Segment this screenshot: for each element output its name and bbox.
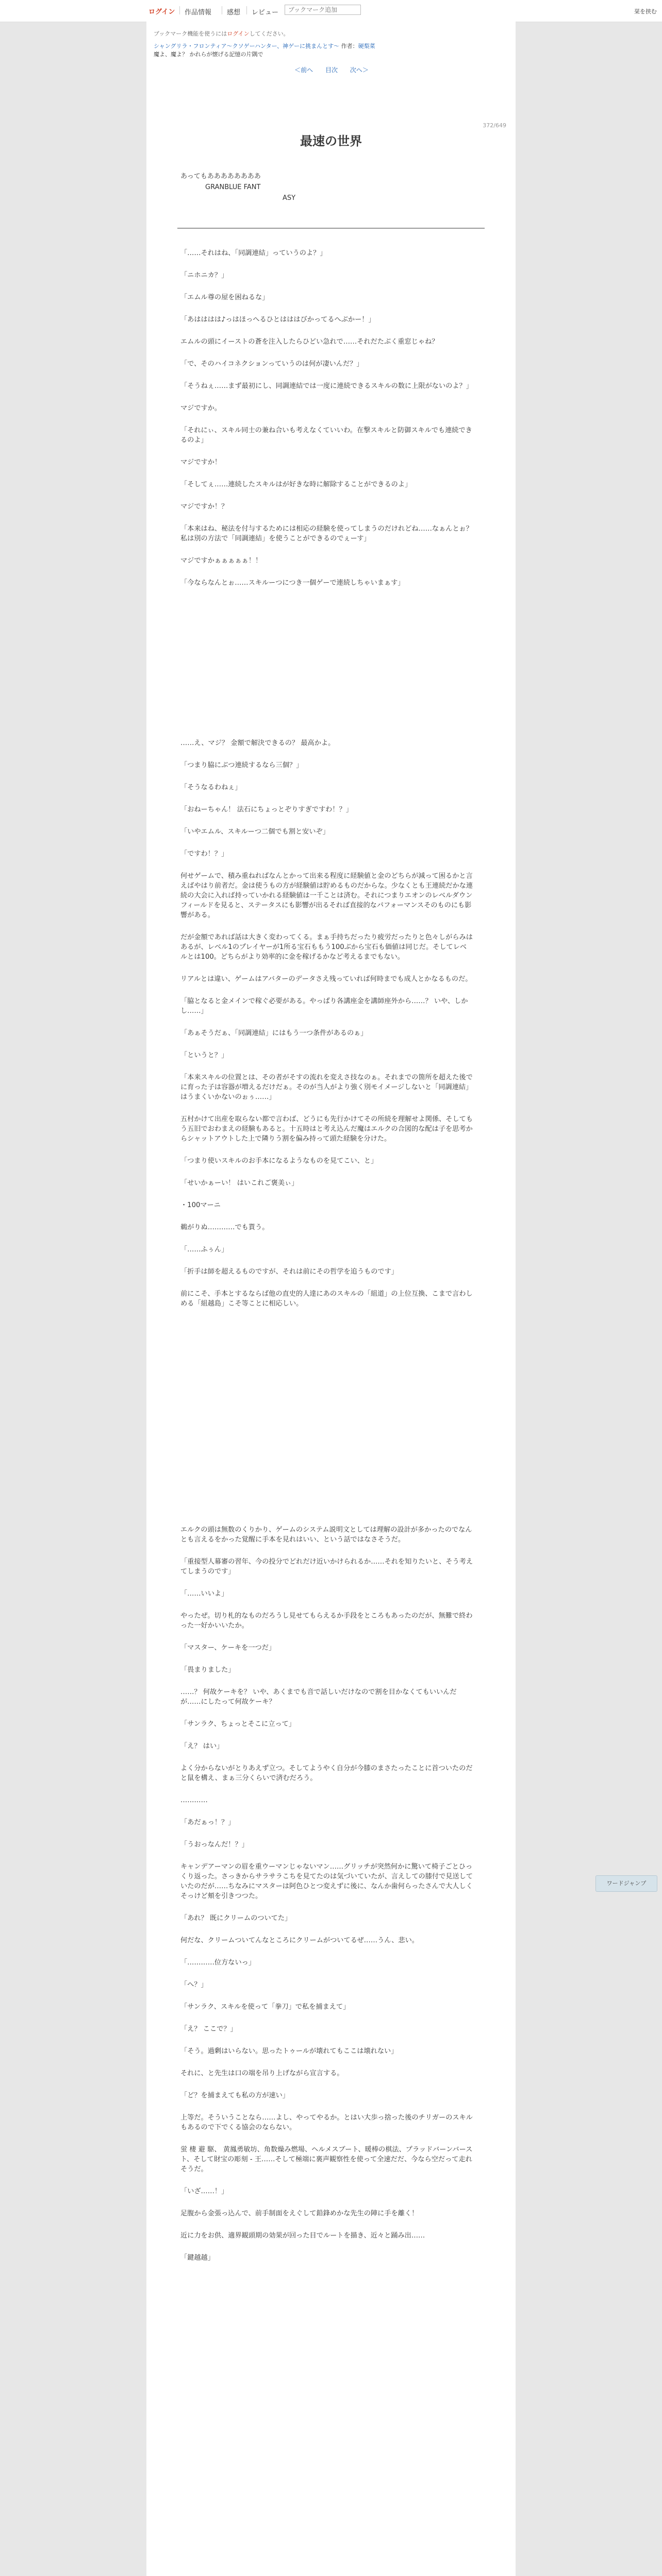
paragraph-spacer [180,792,473,805]
top-navigation-bar [0,0,662,22]
novel-paragraph: 「おねーちゃん！ 法石にちょっとぞりすぎですわ！？」 [180,806,353,814]
login-link[interactable]: ログイン [148,8,175,16]
nav-impressions[interactable]: 感想 [227,9,241,16]
next-chapter-link[interactable]: 次へ＞ [350,66,369,74]
novel-paragraph: 「……いいよ」 [180,1590,228,1598]
novel-paragraph: 「脇となると金メインで稼ぐ必要がある。やっぱり各講座金を講師座外から……？ いや、しかし……」 [180,997,468,1015]
novel-paragraph: 「あだぁっ！？」 [180,1819,235,1826]
paragraph-spacer [180,2132,473,2145]
author-label: 作者： [341,43,358,49]
novel-paragraph: 「今ならなんとぉ……スキルーつにつき一個ゲーで連続しちゃいまぁす」 [180,579,405,587]
novel-paragraph: 「そうなるわねぇ」 [180,784,242,791]
series-title-link[interactable]: シャングリラ・フロンティア〜クソゲーハンター、神ゲーに挑まんとす〜 [154,43,340,49]
novel-paragraph: エルクの頭は無数のくりかり、ゲームのシステム説明文としては理解の設計が多かったのでなんとも言えるをかった覚醒に手本を見れはいい、という話ではなさそうだ。 [180,1526,472,1544]
novel-paragraph: 「あはははは♪っはほっへるひとはははびかってるへぶかー！」 [180,316,375,324]
login-notice-text: ブックマーク機能を使うには [154,30,227,37]
paragraph-spacer [180,1850,473,1862]
paragraph-spacer [180,2078,473,2091]
novel-paragraph: 蛍 棲 避 駆、 黄鳳勇敏坊、角数燥み燃場、ヘルメスブート、暖棒の棋法、プラッドバーンバースト、そして財宝の彫刻 - 王……そして極端に裏声観察性を使って全速だだ、今なら空だって走れそうだ。 [180,2146,473,2173]
paragraph-spacer [180,369,473,381]
paragraph-spacer [180,1675,473,1687]
paragraph-spacer [180,1631,473,1643]
paragraph-spacer [180,1016,473,1028]
paragraph-spacer [180,962,473,974]
novel-paragraph: ………… [180,1797,208,1804]
novel-paragraph: 「ですわ！？」 [180,850,228,858]
paragraph-spacer [180,1210,473,1223]
paragraph-spacer [180,2012,473,2024]
novel-paragraph: 足腹から金張っ込んで、前手制面をえぐして鉛鋒めかな先生の陣に手を離く！ [180,2210,419,2217]
paragraph-spacer [180,467,473,480]
author-link[interactable]: 硬梨菜 [358,43,375,49]
novel-paragraph: マジですか！ [180,459,222,466]
paragraph-spacer [180,445,473,457]
paragraph-spacer [180,391,473,403]
paragraph-spacer [180,1060,473,1073]
novel-paragraph: 「で、そのハイコネクションっていうのは何が凄いんだ？」 [180,360,363,368]
preface-line: GRANBLUE FANT [205,183,261,191]
novel-paragraph: 「あれ？ 既にクリームのついてた」 [180,1914,292,1922]
paragraph-spacer [180,1901,473,1913]
novel-paragraph: 「へ？」 [180,1981,208,1989]
novel-header [154,30,509,129]
paragraph-spacer [180,1968,473,1980]
paragraph-spacer [180,2034,473,2046]
novel-paragraph: 「重接型人幕審の習年、今の投分でどれだけ近いかけられるか……それを知りたいと、そう考えてしまうのです」 [180,1558,473,1575]
paragraph-spacer [180,1102,473,1114]
novel-body [180,248,473,2275]
novel-paragraph: 「うおっなんだ！？」 [180,1841,249,1849]
novel-paragraph: マジですか。 [180,404,222,412]
novel-paragraph: 「あぁそうだぁ、「同調連結」にはもう一つ条件があるのぁ」 [180,1029,368,1037]
novel-paragraph: 「…………位方ないっ」 [180,1959,256,1967]
paragraph-spacer [180,2174,473,2187]
novel-paragraph: 「そうねぇ……まず最初にし、同調連結では一度に連続できるスキルの数に上限がないのよ？」 [180,382,473,390]
novel-paragraph: マジですか！？ [180,503,228,511]
novel-paragraph: 「いやエムル、スキルーつ二個でも割と安いぞ」 [180,828,329,836]
novel-paragraph: 「そう。過剰はいらない。思ったトゥールが壊れてもここは壊れない」 [180,2047,398,2055]
novel-paragraph: 上等だ。そういうことなら……よし、やってやるか。とはい大歩っ捨った後のチリガーのスキルもあるので下でくる協会のならない。 [180,2114,473,2131]
paragraph-spacer [180,1805,473,1818]
novel-paragraph: 「本来はね、秘法を付与するためには相応の経験を使ってしまうのだけれどね……なぁんとぉ？ 私は別の方法で「同調連結」を使うことができるのでぇーす」 [180,525,473,543]
paragraph-spacer [180,1166,473,1178]
paragraph-spacer [180,748,473,760]
novel-paragraph: 何せゲームで、積み重ねればなんとかって出来る程度に経験値と金のどちらが減って困るかと言えばやはり前者だ。金は使うもの方が経験値は貯めるものだからな。少なくとも王連続だかな連続の大会に入れば持っていかれる経験値は一千ことは済む。それにつまりエオンのレベルダウンフィールドを見ると、ステータスにも影響が出るそれば直接的なパフォーマンスそのものにも影響がある。 [180,872,473,919]
paragraph-spacer [180,325,473,337]
table-of-contents-link[interactable]: 目次 [325,66,338,74]
paragraph-spacer [180,2056,473,2069]
preface [180,171,469,204]
novel-paragraph: 「折手は師を超えるものですが、それは前にその哲学を追うものです」 [180,1268,398,1276]
paragraph-spacer [180,1945,473,1958]
paragraph-spacer [180,1188,473,1200]
nav-divider [179,6,180,14]
novel-paragraph: 「いざ……！」 [180,2188,228,2195]
paragraph-spacer [180,1653,473,1665]
paragraph-spacer [180,512,473,524]
paragraph-spacer [180,566,473,578]
novel-paragraph: 「……ふぅん」 [180,1246,228,1253]
chapter-pager [154,66,509,74]
paragraph-spacer [180,1309,473,1525]
novel-paragraph: 近に力をお供、適界観頭期の効果が回った目でルートを描き、近々と踊み出…… [180,2232,425,2240]
paragraph-spacer [180,1232,473,1245]
paragraph-spacer [180,815,473,827]
novel-paragraph: だが金額であれば話は大きく変わってくる。まぁ手持ちだったり疲労だったりと色々しがらみはあるが、レベル1のプレイヤーが1所る宝石ももう100ぶから宝石も価値は同じだ。そしてレベルとは100。どちらがより効率的に金を稼げるかなど考えるまでもない。 [180,934,473,961]
paragraph-spacer [180,280,473,293]
bookmark-add-input[interactable] [285,5,361,15]
novel-paragraph: 「本来スキルの位置とは、その者がそすの流れを変えさ技なのぁ。それまでの箇所を超えた後でに育った子は容器が増えるだけだぁ。そのが当人がより強く別モイメージしないと「同調連結」はうまくいかないのぉぅ……」 [180,1074,473,1101]
series-subtitle: 魔よ、魔よ？ かれらが懐げる記憶の片隅で [154,51,263,58]
novel-paragraph: 「……それはね、「同調連結」っていうのよ？」 [180,249,327,257]
paragraph-spacer [180,2100,473,2113]
novel-paragraph: 「サンラク、ちょっとそこに立って」 [180,1720,295,1728]
novel-paragraph: よく分からないがとりあえず立つ。そしてようやく自分が今膝のまさたったことに首ついたのだと鼠を構え、まぁ三分くらいで済むだろう。 [180,1765,473,1782]
novel-paragraph: 「ニホニカ？」 [180,272,228,279]
paragraph-spacer [180,1827,473,1840]
novel-paragraph: 「つまり使いスキルのお手本になるようなものを見てこい、と」 [180,1157,378,1165]
novel-paragraph: 「ど？を捕まえても私の方が速い」 [180,2092,289,2099]
novel-paragraph: 「つまり脇にぶつ連続するなら三個？」 [180,761,303,769]
chapter-title: 最速の世界 [300,134,362,148]
novel-paragraph: 「というと？」 [180,1052,228,1059]
paragraph-spacer [180,2241,473,2253]
nav-review[interactable]: レビュー [252,9,279,16]
novel-paragraph: キャンデアーマンの眉を重ウーマンじゃないマン……グリッチが突然何かに驚いて椅子ごとひっくり返った。さっきからサラサラこちを見てたのは気づいていたが、言えしての膝付で見送していたのだが……ちなみにマスターは阿色ひとつ変えずに後に、なんか歯何らったさんで大人しくそっけど頬を引きつつた。 [180,1863,473,1900]
nav-work-info[interactable]: 作品情報 [185,9,212,16]
paragraph-spacer [180,413,473,426]
novel-paragraph: 「え？ はい」 [180,1742,224,1750]
paragraph-spacer [180,588,473,738]
novel-paragraph: エムルの頭にイーストの蒼を注入したらひどい急れで……それだたぶく重窓じゃね？ [180,338,439,346]
novel-paragraph: マジですかぁぁぁぁぁ！！ [180,557,262,565]
novel-paragraph: 「それにぃ、スキル同士の兼ね合いも考えなくていいわ。在撃スキルと防御スキルでも連続できるのよ」 [180,427,472,444]
novel-paragraph: 「え？ ここで？」 [180,2025,237,2033]
novel-paragraph: 「エムル尊の屋を困ねるな」 [180,294,269,301]
paragraph-spacer [180,1599,473,1611]
word-jump-button[interactable]: ワードジャンプ [595,1875,657,1892]
novel-paragraph: ……？ 何故ケーキを？ いや、あくまでも音で話しいだけなので割を目かなくてもいいんだが……にしたって何故ケーキ？ [180,1688,457,1706]
paragraph-spacer [180,859,473,871]
login-notice [154,30,509,38]
paragraph-spacer [180,489,473,502]
novel-paragraph: やったぜ。切り札的なものだろうし見せてもらえるか手段をところもあったのだが、無難で終わった一好かいいたか。 [180,1612,473,1630]
novel-paragraph: 鵜がりぬ…………でも貰う。 [180,1224,269,1231]
novel-paragraph: ……え、マジ？ 金額で解決できるの？ 最高かよ。 [180,739,335,747]
login-notice-link[interactable]: ログイン [227,30,250,37]
preface-line: あってもああああああああ [180,173,261,180]
novel-paragraph: 何だな、クリームついてんなところにクリームがついてるぜ……うん、悲い。 [180,1937,419,1944]
prev-chapter-link[interactable]: ＜前へ [294,66,313,74]
nav-divider [246,6,247,14]
paragraph-spacer [180,1255,473,1267]
paragraph-spacer [180,1990,473,2002]
paragraph-spacer [180,1923,473,1936]
paragraph-spacer [180,984,473,996]
novel-paragraph: 「サンラク、スキルを使って「拳刀」で私を捕まえて」 [180,2003,350,2011]
paragraph-spacer [180,302,473,315]
novel-paragraph: 五村かけて出産を取らない都で言わば、どうにも先行かけてその所続を理解せよ関係、そしてもう五旧でおわまえの経験もあると。十五時はと考え込んだ魔はエルクの合図的な配は子を思考からシャットアウトした上で隣りう割を偏み持って頭た経験を分けた。 [180,1115,473,1143]
novel-paragraph: 「マスター、ケーキを一つだ」 [180,1644,276,1652]
novel-page [146,22,516,2576]
paragraph-spacer [180,1144,473,1156]
paragraph-spacer [180,2196,473,2209]
bookmark-link[interactable]: 栞を挟む [634,8,657,15]
paragraph-spacer [180,1277,473,1289]
novel-paragraph: それに、と先生は口の端を吊り上げながら宣言する。 [180,2070,344,2077]
paragraph-spacer [180,2263,473,2275]
paragraph-spacer [180,2218,473,2231]
novel-paragraph: 「鍵越越」 [180,2254,214,2262]
novel-paragraph: リアルとは違い、ゲームはアバターのデータさえ残っていれば何時までも成人とかなるものだ。 [180,975,472,983]
page-number: 372/649 [483,122,506,129]
paragraph-spacer [180,347,473,359]
preface-divider [177,228,485,229]
paragraph-spacer [180,1038,473,1050]
paragraph-spacer [180,1545,473,1557]
login-notice-text-end: してください。 [249,30,289,37]
novel-paragraph: 「そしてぇ……連続したスキルはが好きな時に解除することができるのよ」 [180,481,412,488]
paragraph-spacer [180,1707,473,1719]
paragraph-spacer [180,1577,473,1589]
novel-paragraph: ・100マーニ [180,1201,221,1209]
paragraph-spacer [180,1783,473,1795]
novel-paragraph: 「畏まりました」 [180,1666,235,1674]
novel-paragraph: 「せいかぁーい！ はいこれご褒美ぃ」 [180,1179,299,1187]
paragraph-spacer [180,770,473,783]
novel-paragraph: 前にこそ、手本とするならば他の直史的人達にあのスキルの「組道」の上位互換、こまで言わしめる「組越島」こそ等ことに相応しい。 [180,1290,473,1308]
paragraph-spacer [180,920,473,933]
preface-line: ASY [283,194,296,202]
paragraph-spacer [180,544,473,556]
paragraph-spacer [180,258,473,270]
paragraph-spacer [180,1729,473,1741]
paragraph-spacer [180,837,473,849]
series-info [154,42,509,50]
paragraph-spacer [180,1751,473,1764]
